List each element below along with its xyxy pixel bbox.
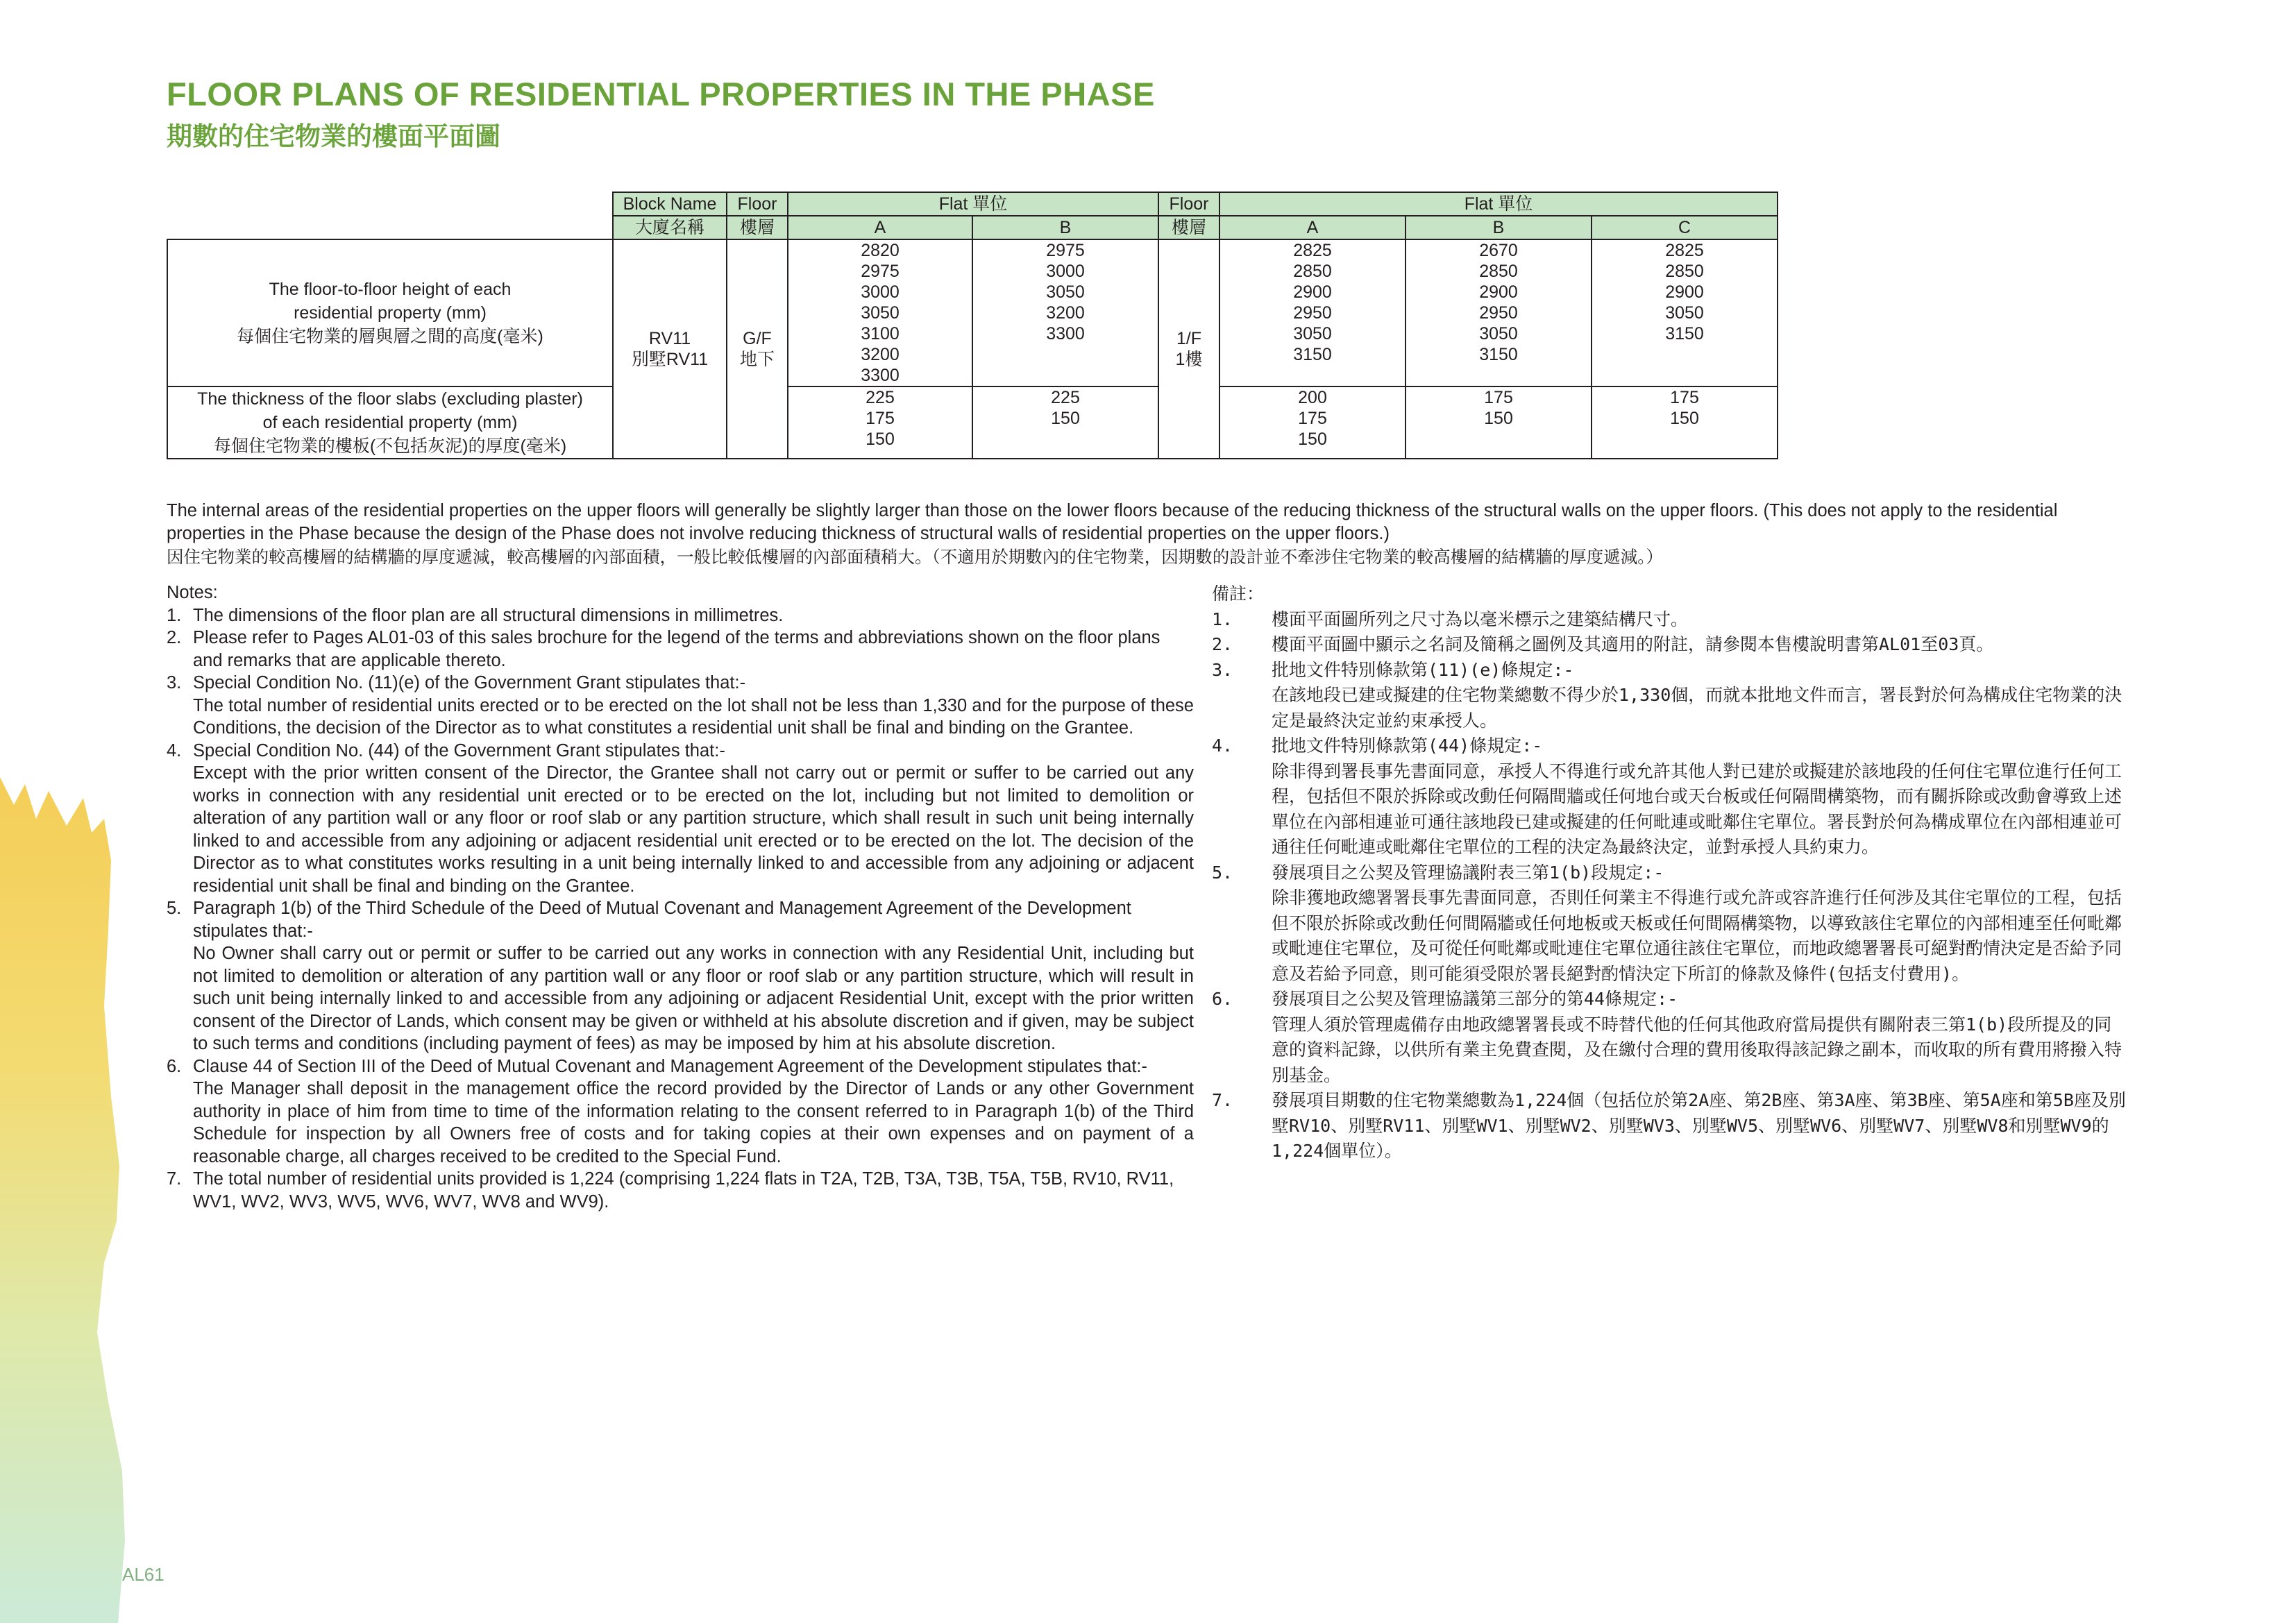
floor-name-chinese: 1樓	[1175, 350, 1203, 369]
values-cell	[1592, 386, 1778, 459]
note-text: 發展項目期數的住宅物業總數為1,224個（包括位於第2A座、第2B座、第3A座、第3B座、第5A座和第5B座及別墅RV10、別墅RV11、別墅WV1、別墅WV2、別墅WV3、別墅WV5、別墅WV6、別墅WV7、別墅WV8和別墅WV9的1,224個單位）。	[1272, 1090, 2126, 1161]
table-value: 3050	[861, 303, 900, 323]
note-item	[1212, 1088, 2128, 1164]
table-value: 2825	[1293, 241, 1332, 260]
table-value: 225	[866, 388, 895, 407]
watercolor-decoration	[0, 777, 132, 1623]
page-number: AL61	[122, 1564, 164, 1585]
values-cell	[1219, 239, 1406, 386]
note-number: 7.	[167, 1169, 182, 1189]
flat-header-gf: Flat 單位	[788, 192, 1158, 216]
table-value: 3000	[861, 282, 900, 302]
note-subtext: 除非得到署長事先書面同意，承授人不得進行或允許其他人對已建於或擬建於該地段的任何住宅單位進行任何工程，包括但不限於拆除或改動任何隔間牆或任何地台或天台板或任何隔間構築物，而有關拆除或改動會導致上述單位在內部相連並可通往該地段已建或擬建的任何毗連或毗鄰住宅單位。署長對於何為構成單位在內部相連並可通往任何毗連或毗鄰住宅單位的工程的決定為最終決定，並對承授人具約束力。	[1272, 760, 2122, 857]
note-number: 5.	[1212, 862, 1233, 883]
note-item	[167, 1055, 1194, 1169]
notes-list	[167, 604, 1194, 1214]
note-item	[167, 1168, 1194, 1213]
flat-header-1f: Flat 單位	[1219, 192, 1778, 216]
values-cell	[972, 386, 1158, 459]
row-label-zh: 每個住宅物業的樓板(不包括灰泥)的厚度(毫米)	[213, 436, 567, 456]
floor-name: 1/F	[1176, 329, 1202, 348]
page-title: FLOOR PLANS OF RESIDENTIAL PROPERTIES IN THE PHASE	[167, 76, 1155, 112]
row-label-floor-height	[167, 239, 613, 386]
note-text: 批地文件特別條款第(44)條規定:- 除非得到署長事先書面同意，承授人不得進行或允許其他人對已建於或擬建於該地段的任何住宅單位進行任何工程，包括但不限於拆除或改動任何隔間牆或任何地台或天台板或任何隔間構築物，而有關拆除或改動會導致上述單位在內部相連並可通往該地段已建或擬建的任何毗連或毗鄰住宅單位。署長對於何為構成單位在內部相連並可通往任何毗連或毗鄰住宅單位的工程的決定為最終決定，並對承授人具約束力。	[1272, 733, 2128, 860]
note-text: Special Condition No. (11)(e) of the Government Grant stipulates that:- The total number of residential units erected or to be erected on the lot shall not be less than 1,330 and for the purpose of these Conditions, the decision of the Director as to what constitutes a residential unit shall be final and binding on the Grantee.	[193, 672, 1194, 740]
note-item	[1212, 987, 2128, 1088]
note-number: 1.	[167, 605, 182, 625]
values-cell	[1219, 386, 1406, 459]
block-name-header-chinese: 大廈名稱	[613, 216, 727, 239]
note-text: 樓面平面圖所列之尺寸為以毫米標示之建築結構尺寸。	[1272, 609, 1689, 629]
block-name: RV11	[648, 329, 691, 348]
unit-c-header-1f: C	[1592, 216, 1778, 239]
table-value: 150	[866, 430, 895, 449]
note-text: Special Condition No. (44) of the Government Grant stipulates that:- Except with the prior written consent of the Director, the Grantee shall not carry out or permit or suffer to be carried out any works in connection with any residential unit erected or to be erected on the lot, including but not limited to demolition or alteration of any partition wall or any floor or roof slab or any partition structure, which shall result in such unit being internally linked to and accessible from any adjoining or adjacent residential unit erected or to be erected on the lot. The decision of the Director as to what constitutes works resulting in a unit being internally linked to and accessible from any adjoining or adjacent residential unit shall be final and binding on the Grantee.	[193, 740, 1194, 898]
table-value: 2820	[861, 241, 900, 260]
note-number: 4.	[1212, 736, 1233, 756]
values-cell	[1406, 239, 1592, 386]
notes-list-chinese	[1212, 607, 2128, 1164]
note-item	[1212, 658, 2128, 734]
note-item	[167, 672, 1194, 740]
note-number: 4.	[167, 740, 182, 760]
table-value: 3000	[1046, 262, 1085, 281]
values-cell	[972, 239, 1158, 386]
values-cell	[788, 239, 972, 386]
table-value: 3200	[861, 345, 900, 364]
intro-text-en: The internal areas of the residential properties on the upper floors will generally be slightly larger than those on the lower floors because of the reducing thickness of the structural walls on the upper floors. (This does not apply to the residential properties in the Phase because the design of the Phase does not involve reducing thickness of structural walls of residential properties on the upper floors.)	[167, 501, 2058, 543]
note-text: Clause 44 of Section III of the Deed of Mutual Covenant and Management Agreement of the Development stipulates that:- The Manager shall deposit in the management office the record provided by the Director of Lands or any other Government authority in place of him from time to time of the information relating to the consent referred to in Paragraph 1(b) of the Third Schedule for inspection by all Owners free of costs and for taking copies at their own expenses and on payment of a reasonable charge, all charges received to be credited to the Special Fund.	[193, 1055, 1194, 1169]
row-label-en: The thickness of the floor slabs (excluding plaster)	[197, 389, 583, 409]
table-value: 2975	[861, 262, 900, 281]
note-text: 樓面平面圖中顯示之名詞及簡稱之圖例及其適用的附註，請參閱本售樓說明書第AL01至03頁。	[1272, 634, 1994, 654]
table-value: 3050	[1293, 324, 1332, 343]
table-value: 3150	[1665, 324, 1704, 343]
notes-title-chinese: 備註：	[1212, 584, 1265, 604]
row-label-en: residential property (mm)	[294, 303, 487, 323]
row-label-en: of each residential property (mm)	[262, 413, 518, 432]
block-name-chinese: 別墅RV11	[631, 350, 709, 369]
table-value: 175	[1298, 409, 1327, 428]
block-cell	[613, 239, 727, 459]
note-number: 7.	[1212, 1090, 1233, 1110]
floor-height-table	[167, 192, 1778, 459]
note-text: 發展項目之公契及管理協議附表三第1(b)段規定:- 除非獲地政總署署長事先書面同意，否則任何業主不得進行或允許或容許進行任何涉及其住宅單位的工程，包括但不限於拆除或改動任何間隔牆或任何地板或天板或任何間隔構築物，以導致該住宅單位的內部相連至任何毗鄰或毗連住宅單位，及可從任何毗鄰或毗連住宅單位通往該住宅單位，而地政總署署長可絕對酌情決定是否給予同意及若給予同意，則可能須受限於署長絕對酌情決定下所訂的條款及條件(包括支付費用)。	[1272, 860, 2128, 987]
table-value: 225	[1051, 388, 1080, 407]
note-item	[167, 740, 1194, 898]
table-value: 3300	[1046, 324, 1085, 343]
table-value: 2850	[1665, 262, 1704, 281]
note-number: 3.	[167, 673, 182, 692]
note-subtext: 在該地段已建或擬建的住宅物業總數不得少於1,330個，而就本批地文件而言，署長對於何為構成住宅物業的決定是最終決定並約束承授人。	[1272, 685, 2122, 731]
unit-a-header-1f: A	[1219, 216, 1406, 239]
note-text: 發展項目之公契及管理協議第三部分的第44條規定:- 管理人須於管理處備存由地政總署署長或不時替代他的任何其他政府當局提供有關附表三第1(b)段所提及的同意的資料記錄，以供所有業主免費查閱，及在繳付合理的費用後取得該記錄之副本，而收取的所有費用將撥入特別基金。	[1272, 987, 2128, 1088]
table-value: 2975	[1046, 241, 1085, 260]
note-number: 6.	[167, 1056, 182, 1076]
table-value: 150	[1298, 430, 1327, 449]
table-value: 3050	[1665, 303, 1704, 323]
row-label-slab-thickness	[167, 386, 613, 459]
table-value: 2950	[1479, 303, 1518, 323]
note-number: 2.	[1212, 634, 1233, 654]
values-cell	[1406, 386, 1592, 459]
note-item	[1212, 632, 2128, 658]
floor-cell-1f	[1158, 239, 1219, 459]
table-value: 200	[1298, 388, 1327, 407]
note-number: 2.	[167, 628, 182, 647]
row-label-en: The floor-to-floor height of each	[269, 280, 512, 299]
table-value: 2825	[1665, 241, 1704, 260]
page-title-chinese: 期數的住宅物業的樓面平面圖	[167, 121, 500, 151]
floor-header-chinese: 樓層	[727, 216, 788, 239]
table-value: 175	[866, 409, 895, 428]
note-number: 3.	[1212, 659, 1233, 680]
table-value: 175	[1670, 388, 1699, 407]
note-subtext: 管理人須於管理處備存由地政總署署長或不時替代他的任何其他政府當局提供有關附表三第1(b)段所提及的同意的資料記錄，以供所有業主免費查閱，及在繳付合理的費用後取得該記錄之副本，而收取的所有費用將撥入特別基金。	[1272, 1014, 2122, 1085]
block-name-header: Block Name	[613, 192, 727, 216]
unit-b-header-1f: B	[1406, 216, 1592, 239]
notes-chinese	[1212, 581, 2128, 1164]
note-text: Paragraph 1(b) of the Third Schedule of the Deed of Mutual Covenant and Management Agreement of the Development stipulates that:- No Owner shall carry out or permit or suffer to be carried out any works in connection with any Residential Unit, including but not limited to demolition or alteration of any partition wall or any floor or roof slab or any partition structure, which will result in such unit being internally linked to and accessible from any adjoining or adjacent Residential Unit, except with the prior written consent of the Director of Lands, which consent may be given or withheld at his absolute discretion and if given, may be subject to such terms and conditions (including payment of fees) as may be imposed by him at his absolute discretion.	[193, 897, 1194, 1055]
table-value: 2900	[1293, 282, 1332, 302]
table-corner	[167, 192, 613, 239]
floor-header-chinese-2: 樓層	[1158, 216, 1219, 239]
note-item	[167, 897, 1194, 1055]
note-text: Please refer to Pages AL01-03 of this sales brochure for the legend of the terms and abbreviations shown on the floor plans and remarks that are applicable thereto.	[193, 628, 1160, 670]
table-value: 2950	[1293, 303, 1332, 323]
floor-name: G/F	[743, 329, 772, 348]
table-value: 3150	[1479, 345, 1518, 364]
intro-paragraph	[167, 500, 2082, 568]
note-subtext: The Manager shall deposit in the management office the record provided by the Director of Lands or any other Government authority in place of him from time to time of the information relating to the consent referred to in Paragraph 1(b) of the Third Schedule for inspection by all Owners free of costs and for taking copies at their own expenses and on payment of a reasonable charge, all charges received to be credited to the Special Fund.	[193, 1079, 1194, 1166]
note-text: The total number of residential units provided is 1,224 (comprising 1,224 flats in T2A, T2B, T3A, T3B, T5A, T5B, RV10, RV11, WV1, WV2, WV3, WV5, WV6, WV7, WV8 and WV9).	[193, 1169, 1174, 1212]
table-value: 2670	[1479, 241, 1518, 260]
note-item	[1212, 733, 2128, 860]
table-value: 3150	[1293, 345, 1332, 364]
row-label-zh: 每個住宅物業的層與層之間的高度(毫米)	[237, 327, 543, 346]
note-item	[1212, 860, 2128, 987]
notes-english	[167, 581, 1194, 1213]
note-subtext: Except with the prior written consent of the Director, the Grantee shall not carry out or permit or suffer to be carried out any works in connection with any residential unit erected or to be erected on the lot, including but not limited to demolition or alteration of any partition wall or any floor or roof slab or any partition structure, which shall result in such unit being internally linked to and accessible from any adjoining or adjacent residential unit erected or to be erected on the lot. The decision of the Director as to what constitutes works resulting in a unit being internally linked to and accessible from any adjoining or adjacent residential unit shall be final and binding on the Grantee.	[193, 763, 1194, 896]
note-subtext: 除非獲地政總署署長事先書面同意，否則任何業主不得進行或允許或容許進行任何涉及其住宅單位的工程，包括但不限於拆除或改動任何間隔牆或任何地板或天板或任何間隔構築物，以導致該住宅單位的內部相連至任何毗鄰或毗連住宅單位，及可從任何毗鄰或毗連住宅單位通往該住宅單位，而地政總署署長可絕對酌情決定是否給予同意及若給予同意，則可能須受限於署長絕對酌情決定下所訂的條款及條件(包括支付費用)。	[1272, 887, 2122, 984]
table-value: 2850	[1293, 262, 1332, 281]
floor-cell-gf	[727, 239, 788, 459]
table-value: 3100	[861, 324, 900, 343]
table-value: 3050	[1046, 282, 1085, 302]
note-number: 5.	[167, 899, 182, 918]
table-value: 175	[1484, 388, 1513, 407]
floor-header: Floor	[727, 192, 788, 216]
note-item	[167, 604, 1194, 627]
note-number: 6.	[1212, 989, 1233, 1009]
table-value: 2900	[1665, 282, 1704, 302]
table-value: 150	[1051, 409, 1080, 428]
notes-title: Notes:	[167, 583, 218, 602]
floor-header-2: Floor	[1158, 192, 1219, 216]
unit-a-header: A	[788, 216, 972, 239]
table-value: 3300	[861, 366, 900, 385]
table-value: 3050	[1479, 324, 1518, 343]
values-cell	[788, 386, 972, 459]
note-item	[167, 627, 1194, 672]
note-number: 1.	[1212, 609, 1233, 629]
note-item	[1212, 607, 2128, 633]
note-text: The dimensions of the floor plan are all structural dimensions in millimetres.	[193, 605, 784, 625]
note-subtext: No Owner shall carry out or permit or suffer to be carried out any works in connection with any Residential Unit, including but not limited to demolition or alteration of any partition wall or any floor or roof slab or any partition structure, which will result in such unit being internally linked to and accessible from any adjoining or adjacent Residential Unit, except with the prior written consent of the Director of Lands, which consent may be given or withheld at his absolute discretion and if given, may be subject to such terms and conditions (including payment of fees) as may be imposed by him at his absolute discretion.	[193, 944, 1194, 1053]
table-value: 150	[1670, 409, 1699, 428]
intro-text-zh: 因住宅物業的較高樓層的結構牆的厚度遞減，較高樓層的內部面積，一般比較低樓層的內部面積稍大。（不適用於期數內的住宅物業，因期數的設計並不牽涉住宅物業的較高樓層的結構牆的厚度遞減。）	[167, 547, 1663, 567]
table-value: 2850	[1479, 262, 1518, 281]
values-cell	[1592, 239, 1778, 386]
table-value: 2900	[1479, 282, 1518, 302]
note-text: 批地文件特別條款第(11)(e)條規定:- 在該地段已建或擬建的住宅物業總數不得少於1,330個，而就本批地文件而言，署長對於何為構成住宅物業的決定是最終決定並約束承授人。	[1272, 658, 2128, 734]
table-value: 3200	[1046, 303, 1085, 323]
note-subtext: The total number of residential units erected or to be erected on the lot shall not be less than 1,330 and for the purpose of these Conditions, the decision of the Director as to what constitutes a residential unit shall be final and binding on the Grantee.	[193, 695, 1194, 738]
floor-name-chinese: 地下	[739, 350, 775, 369]
unit-b-header: B	[972, 216, 1158, 239]
table-value: 150	[1484, 409, 1513, 428]
